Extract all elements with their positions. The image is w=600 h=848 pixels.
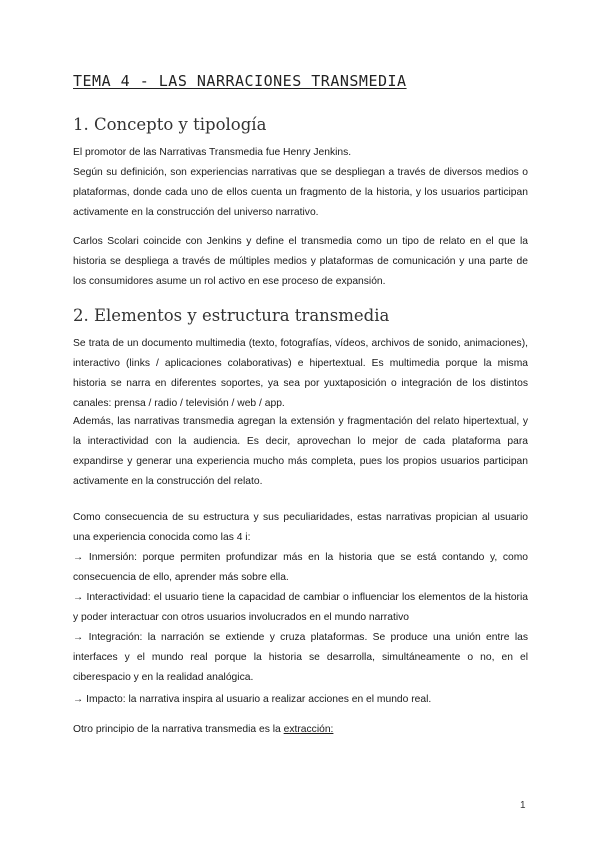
page-number: 1: [520, 800, 526, 811]
paragraph-definicion: Según su definición, son experiencias narrativas que se despliegan a través de diversos medios o plataformas, donde cada uno de ellos cuenta un fragmento de la historia, y los usuarios participan activamente en la construcción del universo narrativo.: [73, 167, 528, 218]
list-item-impacto: → Impacto: la narrativa inspira al usuario a realizar acciones en el mundo real.: [73, 694, 432, 705]
list-item-integracion: → Integración: la narración se extiende y cruza plataformas. Se produce una unión entre las interfaces y el mundo real porque la historia se desarrolla, simultáneamente o no, en el ciberespacio y en la realidad analógica.: [73, 632, 528, 683]
list-item-interactividad: → Interactividad: el usuario tiene la capacidad de cambiar o influenciar los elementos de la historia y poder interactuar con otros usuarios involucrados en el mundo narrativo: [73, 592, 528, 623]
section-heading-concepto: 1. Concepto y tipología: [73, 115, 267, 134]
paragraph-ademas: Además, las narrativas transmedia agregan la extensión y fragmentación del relato hipertextual, y la interactividad con la audiencia. Es decir, aprovechan lo mejor de cada plataforma para expandirse y generar una experiencia mucho más completa, pues los propios usuarios participan activamente en la construcción del relato.: [73, 416, 528, 487]
extraccion-prefix: Otro principio de la narrativa transmedia es la: [73, 724, 284, 735]
extraccion-link: extracción:: [283, 724, 334, 735]
paragraph-scolari: Carlos Scolari coincide con Jenkins y define el transmedia como un tipo de relato en el que la historia se despliega a través de múltiples medios y plataformas de comunicación y una parte de los consumidores asume un rol activo en ese proceso de expansión.: [73, 236, 528, 287]
list-item-inmersion: → Inmersión: porque permiten profundizar más en la historia que se está contando y, como consecuencia de ello, aprender más sobre ella.: [73, 552, 528, 583]
document-title: TEMA 4 - LAS NARRACIONES TRANSMEDIA: [73, 72, 407, 90]
paragraph-promotor: El promotor de las Narrativas Transmedia fue Henry Jenkins.: [73, 147, 352, 158]
paragraph-4i-intro: Como consecuencia de su estructura y sus peculiaridades, estas narrativas propician al usuario una experiencia conocida como las 4 i:: [73, 512, 528, 543]
paragraph-documento-multimedia: Se trata de un documento multimedia (texto, fotografías, vídeos, archivos de sonido, animaciones), interactivo (links / aplicaciones colaborativas) e hipertextual. Es multimedia porque la misma historia se narra en diferentes soportes, ya sea por yuxtaposición o integración de los distintos canales: prensa / radio / televisión / web / app.: [73, 338, 528, 409]
section-heading-elementos: 2. Elementos y estructura transmedia: [73, 306, 390, 325]
paragraph-extraccion: [73, 720, 528, 740]
